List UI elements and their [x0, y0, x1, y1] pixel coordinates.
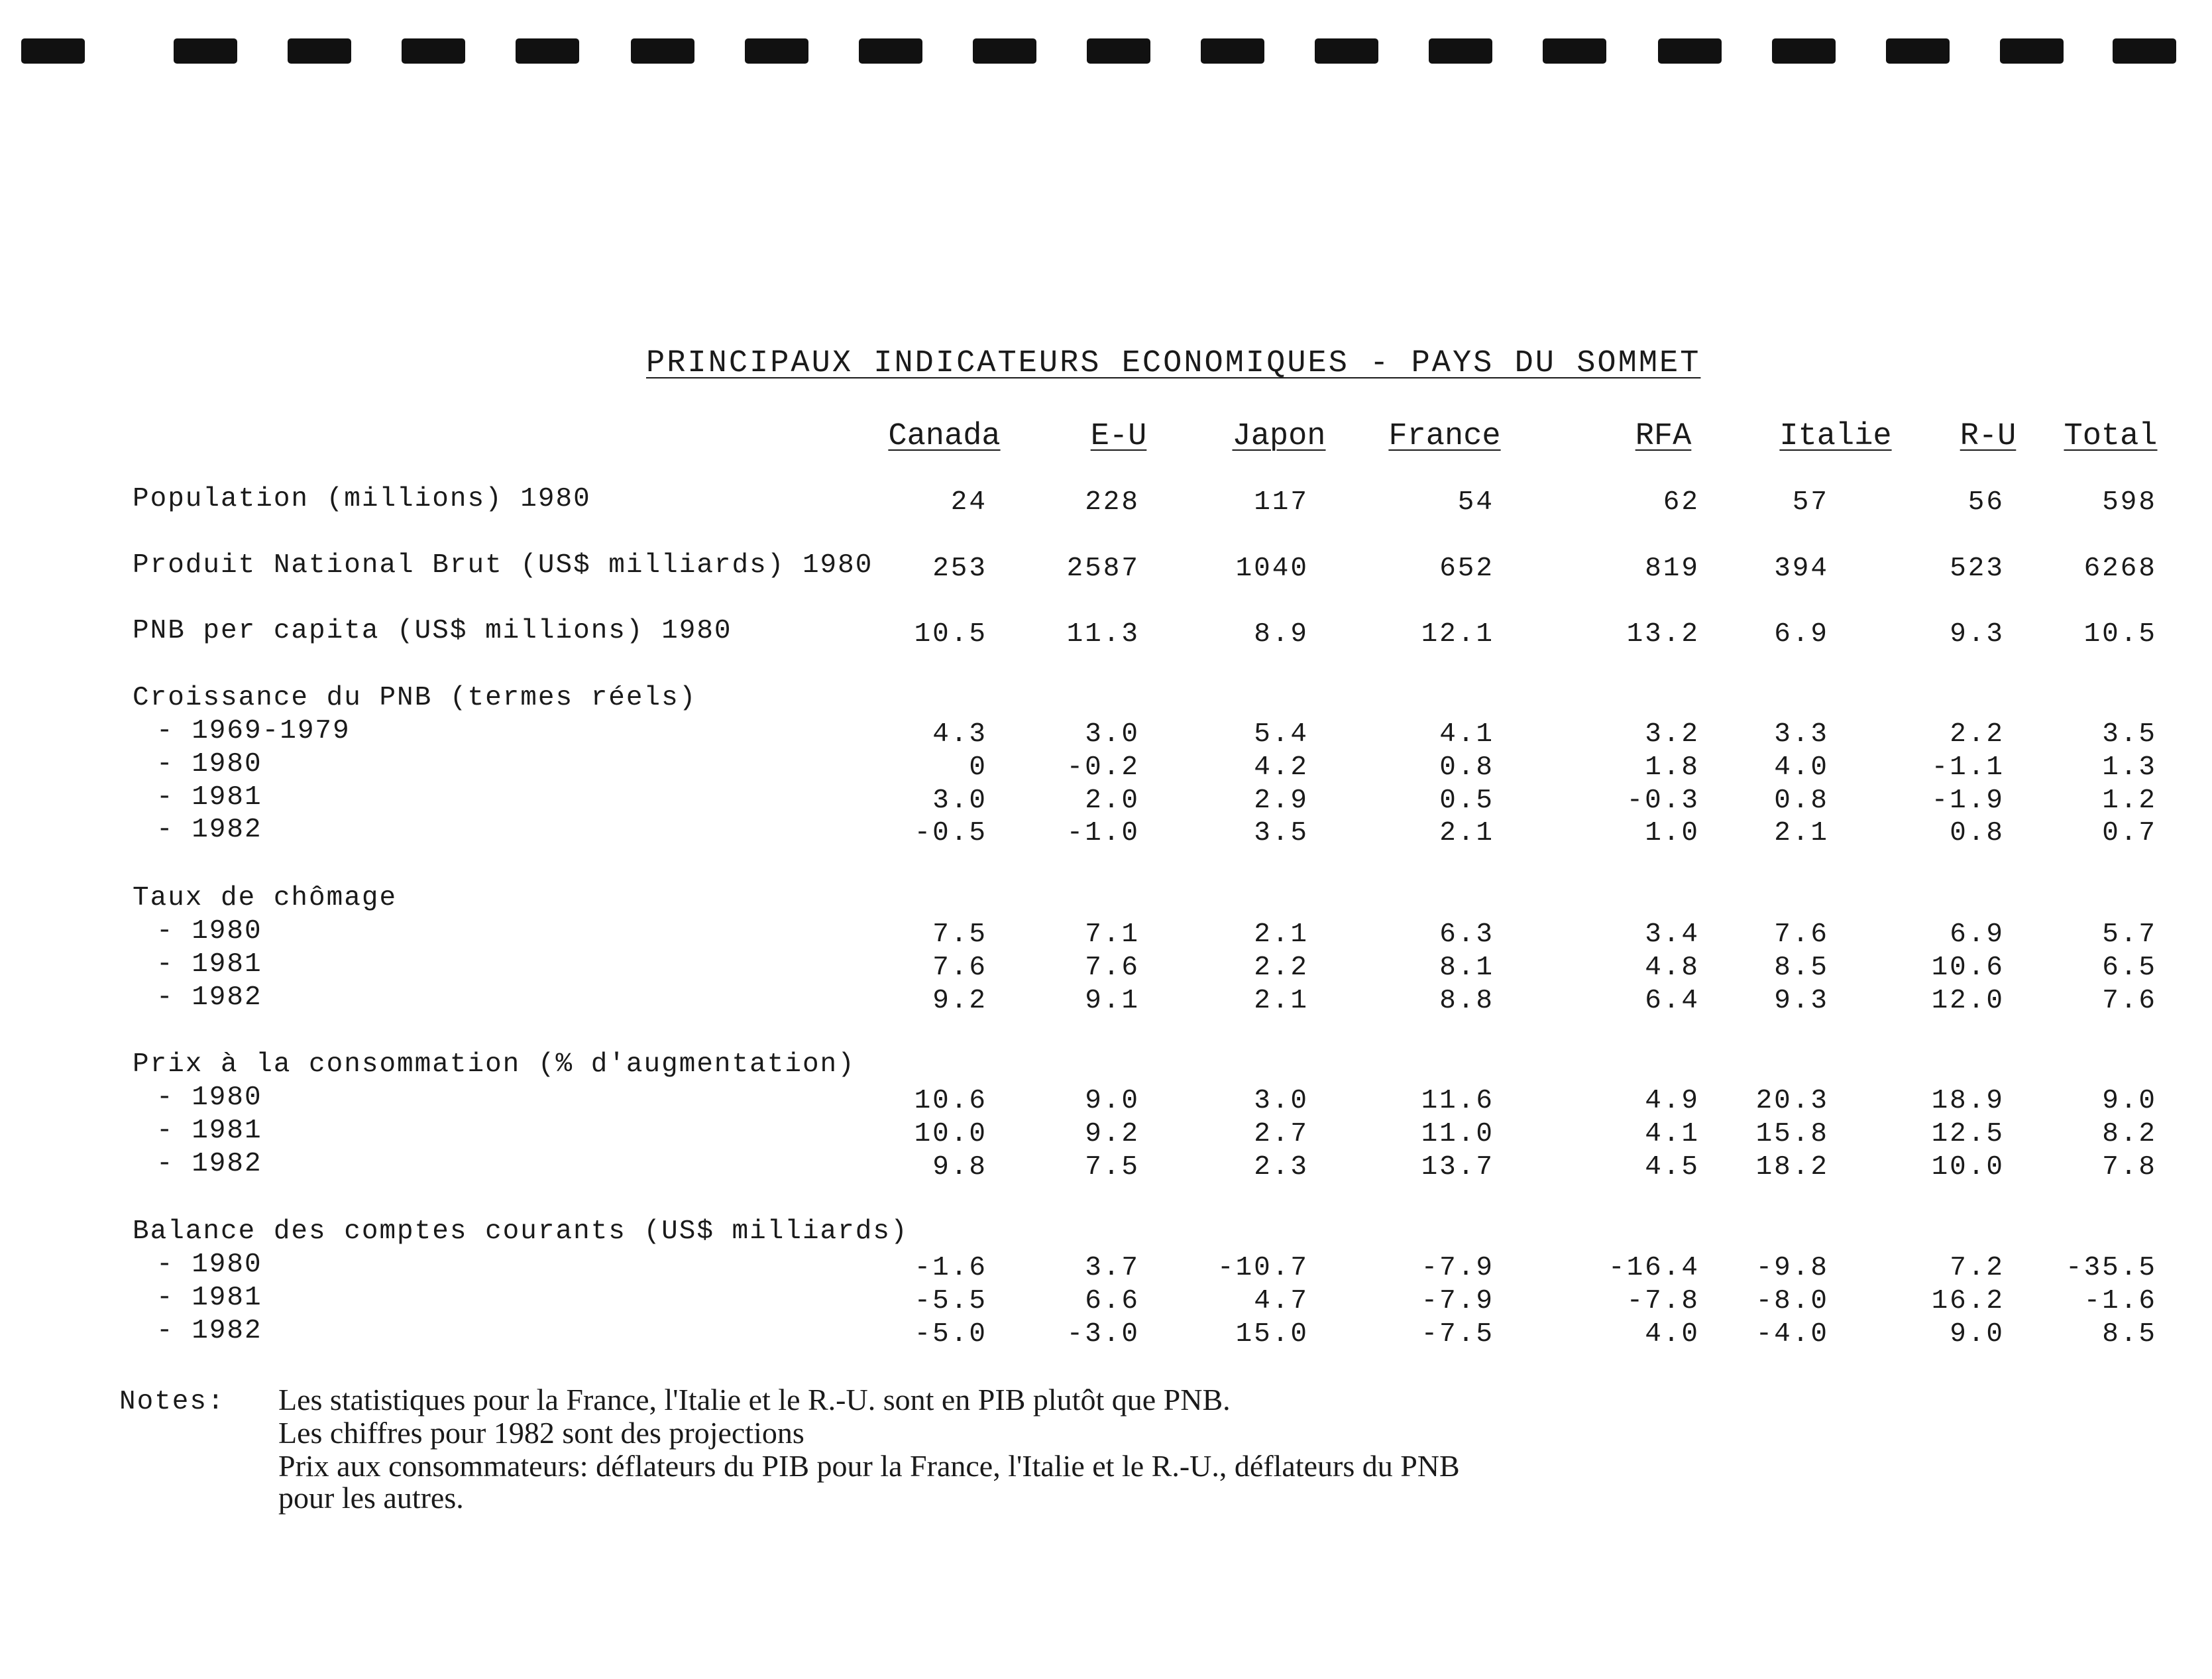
table-cell: -5.5 — [914, 1286, 987, 1316]
dash-mark — [631, 38, 694, 64]
table-cell: 12.5 — [1931, 1119, 2005, 1149]
table-cell: -0.2 — [1066, 752, 1140, 783]
table-cell: -8.0 — [1755, 1286, 1829, 1316]
table-cell: 0.7 — [2102, 818, 2157, 848]
table-cell: 0 — [969, 752, 987, 783]
table-cell: 2587 — [1066, 553, 1140, 584]
table-cell: 15.8 — [1755, 1119, 1829, 1149]
table-cell: 819 — [1645, 553, 1700, 584]
table-cell: 523 — [1950, 553, 2005, 584]
table-cell: 0.8 — [1439, 752, 1494, 783]
table-cell: 8.8 — [1439, 986, 1494, 1016]
dash-mark — [745, 38, 808, 64]
notes-label: Notes: — [119, 1387, 225, 1417]
row-sublabel: - 1980 — [156, 916, 262, 947]
table-cell: 7.5 — [1085, 1152, 1140, 1183]
table-cell: 11.6 — [1421, 1086, 1494, 1116]
dash-mark — [2113, 38, 2176, 64]
table-cell: 7.6 — [1085, 953, 1140, 983]
column-header: R-U — [1960, 419, 2017, 454]
table-cell: 13.2 — [1626, 619, 1700, 650]
table-cell: 10.5 — [914, 619, 987, 650]
table-cell: 117 — [1254, 487, 1309, 518]
table-cell: -10.7 — [1217, 1253, 1309, 1283]
table-cell: 7.2 — [1950, 1253, 2005, 1283]
table-cell: 9.0 — [1950, 1319, 2005, 1350]
table-cell: 8.5 — [2102, 1319, 2157, 1350]
table-cell: -1.1 — [1931, 752, 2005, 783]
table-cell: -0.5 — [914, 818, 987, 848]
row-sublabel: - 1982 — [156, 982, 262, 1013]
row-label: Balance des comptes courants (US$ milliards) — [133, 1216, 909, 1247]
table-cell: 9.2 — [1085, 1119, 1140, 1149]
table-cell: 3.5 — [1254, 818, 1309, 848]
row-sublabel: - 1980 — [156, 1249, 262, 1280]
row-sublabel: - 1982 — [156, 1316, 262, 1346]
row-sublabel: - 1981 — [156, 782, 262, 813]
table-cell: 24 — [950, 487, 987, 518]
row-sublabel: - 1969-1979 — [156, 716, 351, 746]
row-label: Taux de chômage — [133, 883, 398, 913]
table-cell: 9.2 — [932, 986, 987, 1016]
column-header: Japon — [1232, 419, 1326, 454]
table-cell: 9.3 — [1950, 619, 2005, 650]
table-cell: 1.8 — [1645, 752, 1700, 783]
table-cell: 15.0 — [1235, 1319, 1309, 1350]
table-cell: -16.4 — [1608, 1253, 1700, 1283]
table-cell: 652 — [1439, 553, 1494, 584]
table-cell: -1.9 — [1931, 785, 2005, 816]
table-cell: 3.3 — [1774, 719, 1829, 750]
table-cell: -9.8 — [1755, 1253, 1829, 1283]
table-cell: 2.1 — [1774, 818, 1829, 848]
table-cell: 1.2 — [2102, 785, 2157, 816]
table-cell: 7.5 — [932, 919, 987, 950]
dash-mark — [402, 38, 465, 64]
table-cell: 5.4 — [1254, 719, 1309, 750]
dash-mark — [1201, 38, 1264, 64]
table-cell: 2.7 — [1254, 1119, 1309, 1149]
table-cell: 10.0 — [914, 1119, 987, 1149]
table-cell: 3.2 — [1645, 719, 1700, 750]
table-cell: 0.5 — [1439, 785, 1494, 816]
table-cell: -7.9 — [1421, 1286, 1494, 1316]
table-cell: 9.1 — [1085, 986, 1140, 1016]
table-cell: -35.5 — [2065, 1253, 2157, 1283]
table-cell: -5.0 — [914, 1319, 987, 1350]
table-cell: -3.0 — [1066, 1319, 1140, 1350]
table-cell: 11.0 — [1421, 1119, 1494, 1149]
table-cell: 4.8 — [1645, 953, 1700, 983]
table-cell: 56 — [1967, 487, 2005, 518]
table-cell: 6.9 — [1774, 619, 1829, 650]
table-cell: -7.9 — [1421, 1253, 1494, 1283]
table-cell: 10.6 — [1931, 953, 2005, 983]
table-cell: 1.0 — [1645, 818, 1700, 848]
dash-mark — [21, 38, 85, 64]
table-cell: 7.8 — [2102, 1152, 2157, 1183]
table-cell: 8.2 — [2102, 1119, 2157, 1149]
column-header: Total — [2064, 419, 2158, 454]
table-cell: 394 — [1774, 553, 1829, 584]
table-cell: 2.1 — [1254, 986, 1309, 1016]
row-sublabel: - 1980 — [156, 1082, 262, 1113]
row-sublabel: - 1981 — [156, 1283, 262, 1313]
table-cell: 12.1 — [1421, 619, 1494, 650]
column-header: RFA — [1635, 419, 1692, 454]
table-cell: 12.0 — [1931, 986, 2005, 1016]
row-label: Croissance du PNB (termes réels) — [133, 683, 697, 713]
table-cell: 1040 — [1235, 553, 1309, 584]
table-cell: -1.6 — [2083, 1286, 2157, 1316]
row-sublabel: - 1982 — [156, 815, 262, 845]
note-line: Les statistiques pour la France, l'Italie et le R.-U. sont en PIB plutôt que PNB. — [278, 1383, 1231, 1417]
table-cell: 7.6 — [932, 953, 987, 983]
table-cell: 0.8 — [1950, 818, 2005, 848]
dash-mark — [174, 38, 237, 64]
table-cell: 2.3 — [1254, 1152, 1309, 1183]
table-cell: 3.0 — [1254, 1086, 1309, 1116]
table-cell: 2.1 — [1254, 919, 1309, 950]
table-cell: -0.3 — [1626, 785, 1700, 816]
table-cell: 2.2 — [1254, 953, 1309, 983]
table-cell: 4.1 — [1645, 1119, 1700, 1149]
table-cell: 4.0 — [1774, 752, 1829, 783]
dash-mark — [1087, 38, 1150, 64]
table-cell: 10.5 — [2083, 619, 2157, 650]
note-line: pour les autres. — [278, 1481, 464, 1515]
table-cell: -7.8 — [1626, 1286, 1700, 1316]
table-cell: 2.0 — [1085, 785, 1140, 816]
table-cell: 7.6 — [1774, 919, 1829, 950]
table-cell: 9.0 — [1085, 1086, 1140, 1116]
table-cell: 7.6 — [2102, 986, 2157, 1016]
table-cell: 6.5 — [2102, 953, 2157, 983]
table-cell: 13.7 — [1421, 1152, 1494, 1183]
dash-mark — [1658, 38, 1722, 64]
row-label: Population (millions) 1980 — [133, 484, 591, 514]
table-cell: 20.3 — [1755, 1086, 1829, 1116]
table-cell: 62 — [1663, 487, 1700, 518]
note-line: Les chiffres pour 1982 sont des projections — [278, 1416, 804, 1450]
dash-mark — [288, 38, 351, 64]
table-cell: 2.2 — [1950, 719, 2005, 750]
table-cell: 598 — [2102, 487, 2157, 518]
table-cell: 16.2 — [1931, 1286, 2005, 1316]
row-label: PNB per capita (US$ millions) 1980 — [133, 616, 732, 646]
row-sublabel: - 1981 — [156, 949, 262, 980]
dash-mark — [1315, 38, 1378, 64]
table-cell: -1.6 — [914, 1253, 987, 1283]
table-cell: 54 — [1457, 487, 1494, 518]
dash-mark — [1772, 38, 1836, 64]
table-cell: 8.1 — [1439, 953, 1494, 983]
table-cell: 11.3 — [1066, 619, 1140, 650]
table-cell: 57 — [1792, 487, 1829, 518]
page-title: PRINCIPAUX INDICATEURS ECONOMIQUES - PAYS DU SOMMET — [646, 346, 1701, 381]
table-cell: 4.7 — [1254, 1286, 1309, 1316]
table-cell: -4.0 — [1755, 1319, 1829, 1350]
table-cell: 0.8 — [1774, 785, 1829, 816]
table-cell: 7.1 — [1085, 919, 1140, 950]
dash-mark — [2000, 38, 2064, 64]
dash-mark — [859, 38, 922, 64]
table-cell: 18.2 — [1755, 1152, 1829, 1183]
row-sublabel: - 1980 — [156, 749, 262, 780]
table-cell: 6.4 — [1645, 986, 1700, 1016]
column-header: Canada — [888, 419, 1001, 454]
table-cell: 9.3 — [1774, 986, 1829, 1016]
dash-mark — [973, 38, 1036, 64]
table-cell: 2.9 — [1254, 785, 1309, 816]
table-cell: 18.9 — [1931, 1086, 2005, 1116]
table-cell: 5.7 — [2102, 919, 2157, 950]
table-cell: 4.2 — [1254, 752, 1309, 783]
table-cell: -7.5 — [1421, 1319, 1494, 1350]
row-sublabel: - 1982 — [156, 1149, 262, 1179]
column-header: France — [1388, 419, 1501, 454]
table-cell: 3.4 — [1645, 919, 1700, 950]
dash-mark — [1429, 38, 1492, 64]
table-cell: 228 — [1085, 487, 1140, 518]
table-cell: 4.0 — [1645, 1319, 1700, 1350]
row-label: Produit National Brut (US$ milliards) 1980 — [133, 550, 873, 581]
table-cell: 253 — [932, 553, 987, 584]
table-cell: 6.3 — [1439, 919, 1494, 950]
table-cell: 9.0 — [2102, 1086, 2157, 1116]
column-header: Italie — [1779, 419, 1892, 454]
table-cell: 3.7 — [1085, 1253, 1140, 1283]
column-header: E-U — [1090, 419, 1147, 454]
table-cell: 3.5 — [2102, 719, 2157, 750]
table-cell: 9.8 — [932, 1152, 987, 1183]
table-cell: 3.0 — [1085, 719, 1140, 750]
table-cell: 6.6 — [1085, 1286, 1140, 1316]
row-sublabel: - 1981 — [156, 1116, 262, 1146]
table-cell: 10.0 — [1931, 1152, 2005, 1183]
table-cell: 6.9 — [1950, 919, 2005, 950]
dash-mark — [1543, 38, 1606, 64]
table-cell: 10.6 — [914, 1086, 987, 1116]
table-cell: 4.1 — [1439, 719, 1494, 750]
table-cell: 1.3 — [2102, 752, 2157, 783]
table-cell: 8.9 — [1254, 619, 1309, 650]
table-cell: 4.3 — [932, 719, 987, 750]
table-cell: 4.9 — [1645, 1086, 1700, 1116]
table-cell: 6268 — [2083, 553, 2157, 584]
note-line: Prix aux consommateurs: déflateurs du PIB pour la France, l'Italie et le R.-U., déflateurs du PNB — [278, 1449, 1460, 1483]
table-cell: -1.0 — [1066, 818, 1140, 848]
table-cell: 3.0 — [932, 785, 987, 816]
row-label: Prix à la consommation (% d'augmentation) — [133, 1049, 856, 1080]
dash-mark — [516, 38, 579, 64]
table-cell: 2.1 — [1439, 818, 1494, 848]
dash-mark — [1886, 38, 1950, 64]
table-cell: 4.5 — [1645, 1152, 1700, 1183]
table-cell: 8.5 — [1774, 953, 1829, 983]
